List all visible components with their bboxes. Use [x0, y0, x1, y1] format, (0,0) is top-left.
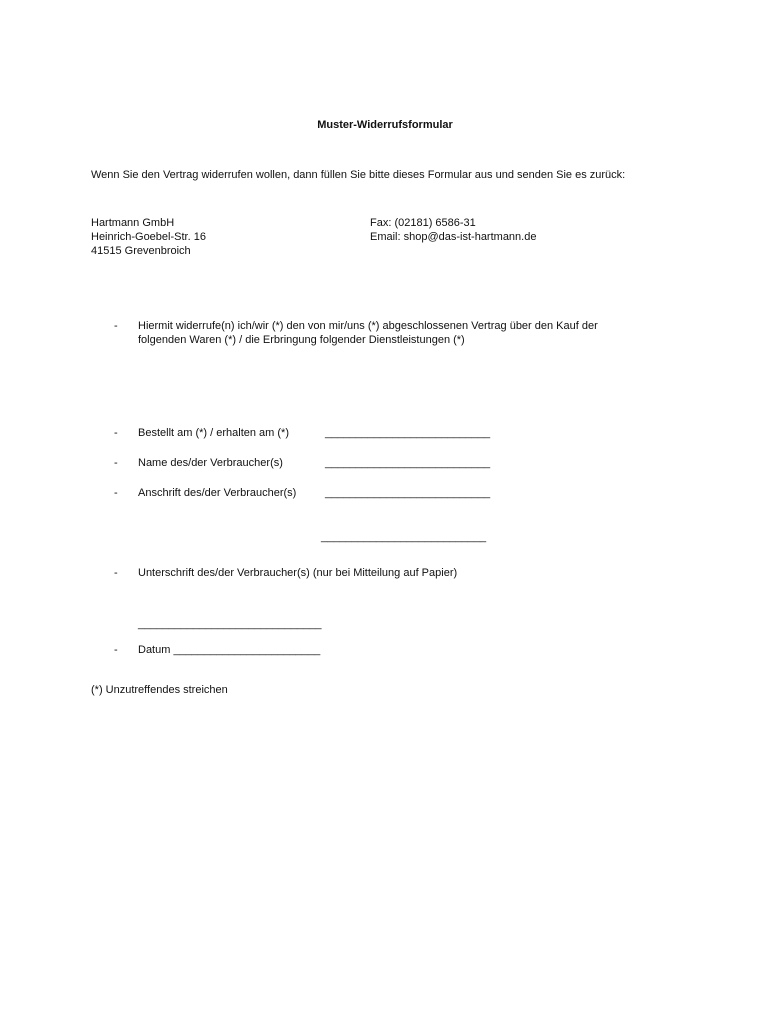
revocation-statement-line1: Hiermit widerrufe(n) ich/wir (*) den von mir/uns (*) abgeschlossenen Vertrag über den Kauf der — [138, 320, 598, 332]
recipient-company: Hartmann GmbH — [91, 217, 175, 229]
footnote: (*) Unzutreffendes streichen — [91, 684, 228, 696]
consumer-address-blank[interactable]: ___________________________ — [325, 487, 491, 499]
date-field[interactable]: Datum ________________________ — [138, 644, 321, 656]
bullet-dash: - — [114, 644, 118, 656]
ordered-received-blank[interactable]: ___________________________ — [325, 427, 491, 439]
recipient-address — [91, 216, 206, 258]
bullet-dash: - — [114, 320, 118, 332]
intro-text: Wenn Sie den Vertrag widerrufen wollen, dann füllen Sie bitte dieses Formular aus und senden Sie es zurück: — [91, 169, 626, 181]
bullet-dash: - — [114, 457, 118, 469]
signature-blank[interactable]: ______________________________ — [138, 618, 322, 630]
consumer-name-blank[interactable]: ___________________________ — [325, 457, 491, 469]
consumer-name-label: Name des/der Verbraucher(s) — [138, 457, 283, 469]
signature-label: Unterschrift des/der Verbraucher(s) (nur bei Mitteilung auf Papier) — [138, 567, 458, 579]
consumer-address-label: Anschrift des/der Verbraucher(s) — [138, 487, 297, 499]
recipient-street: Heinrich-Goebel-Str. 16 — [91, 231, 206, 243]
consumer-address-blank-2[interactable]: ___________________________ — [321, 531, 487, 543]
bullet-dash: - — [114, 567, 118, 579]
recipient-fax: Fax: (02181) 6586-31 — [370, 217, 476, 229]
recipient-contact — [370, 216, 536, 244]
form-title: Muster-Widerrufsformular — [317, 119, 453, 131]
bullet-dash: - — [114, 487, 118, 499]
revocation-statement-line2: folgenden Waren (*) / die Erbringung folgender Dienstleistungen (*) — [138, 334, 465, 346]
bullet-dash: - — [114, 427, 118, 439]
recipient-city: 41515 Grevenbroich — [91, 245, 191, 257]
recipient-email: Email: shop@das-ist-hartmann.de — [370, 231, 537, 243]
ordered-received-label: Bestellt am (*) / erhalten am (*) — [138, 427, 289, 439]
